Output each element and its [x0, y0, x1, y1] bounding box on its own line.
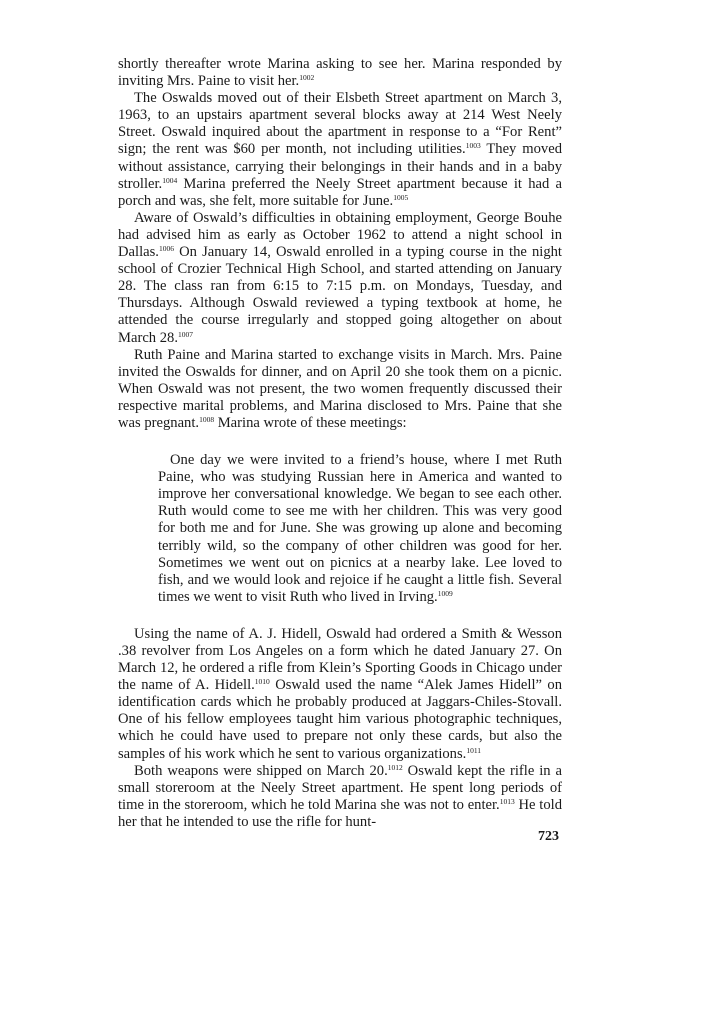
text-run: The Oswalds moved out of their Elsbeth Street apartment on March 3, 1963, to an upstairs apartment several blocks away at 214 West Neely Street. Oswald inquired about the apartment in response to a “For Rent” sign; the rent was $60 per month, not including utilities. — [118, 90, 562, 158]
footnote-ref: 1008 — [199, 414, 215, 424]
footnote-ref: 1002 — [299, 73, 315, 83]
footnote-ref: 1003 — [465, 141, 481, 151]
text-run: Oswald used the name “Alek James Hidell” on identification cards which he probably produced at Jaggars-Chiles-Stovall. One of his fellow employees taught him various photographic techniques, which he could have used to prepare not only these cards, but also the samples of his work which he sent to various organizations. — [118, 677, 562, 762]
text-run: They moved without assistance, carrying their belongings in their hands and in a baby stroller. — [118, 141, 562, 192]
block-quote — [158, 452, 562, 606]
footnote-ref: 1013 — [499, 796, 515, 806]
body-paragraph — [118, 56, 562, 90]
text-run: Using the name of A. J. Hidell, Oswald had ordered a Smith & Wesson .38 revolver from Los Angeles on a form which he dated January 27. On March 12, he ordered a rifle from Klein’s Sporting Goods in Chicago under the name of A. Hidell. — [118, 625, 562, 694]
page-body — [118, 56, 562, 831]
body-paragraph — [118, 90, 562, 210]
body-paragraph — [118, 210, 562, 347]
text-run: Aware of Oswald’s difficulties in obtaining employment, George Bouhe had advised him as early as October 1962 to attend a night school in Dallas. — [118, 209, 562, 261]
text-run: Both weapons were shipped on March 20. — [134, 762, 388, 779]
text-run: On January 14, Oswald enrolled in a typing course in the night school of Crozier Technical High School, and started attending on January 28. The class ran from 6:15 to 7:15 p.m. on Mondays, Tuesday, and Thursdays. Although Oswald reviewed a typing textbook at home, he attended the course irregularly and stopped going altogether on about March 28. — [118, 244, 562, 346]
block-quote — [118, 626, 562, 763]
footnote-ref: 1006 — [158, 244, 174, 254]
text-run: He told her that he intended to use the rifle for hunt- — [118, 796, 562, 830]
footnote-ref: 1012 — [387, 762, 403, 772]
text-run: Marina preferred the Neely Street apartment because it had a porch and was, she felt, more suitable for June. — [118, 175, 562, 209]
body-paragraph — [118, 763, 562, 831]
text-run: One day we were invited to a friend’s house, where I met Ruth Paine, who was studying Russian here in America and wanted to improve her conversational knowledge. We began to see each other. Ruth would come to see me with her children. This was very good for both me and for June. She was growing up alone and becoming terribly wild, so the company of other children was good for her. Sometimes we went out on picnics at a nearby lake. Lee loved to fish, and we would look and rejoice if he caught a little fish. Several times we went to visit Ruth who lived in Irving. — [158, 452, 562, 605]
footnote-ref: 1004 — [162, 175, 178, 185]
footnote-ref: 1010 — [254, 677, 270, 687]
text-run: Oswald kept the rifle in a small storeroom at the Neely Street apartment. He spent long periods of time in the storeroom, which he told Marina she was not to enter. — [118, 762, 562, 813]
footnote-ref: 1005 — [393, 192, 409, 202]
footnote-ref: 1009 — [437, 588, 453, 598]
footnote-ref: 1011 — [466, 745, 482, 755]
footnote-ref: 1007 — [177, 329, 193, 339]
text-run: shortly thereafter wrote Marina asking to see her. Marina responded by inviting Mrs. Paine to visit her. — [118, 56, 562, 90]
text-run: Ruth Paine and Marina started to exchange visits in March. Mrs. Paine invited the Oswalds for dinner, and on April 20 she took them on a picnic. When Oswald was not present, the two women frequently discussed their respective marital problems, and Marina disclosed to Mrs. Paine that she was pregnant. — [118, 346, 562, 431]
body-paragraph — [118, 347, 562, 432]
text-run: Marina wrote of these meetings: — [214, 414, 407, 431]
page-number: 723 — [538, 829, 559, 844]
